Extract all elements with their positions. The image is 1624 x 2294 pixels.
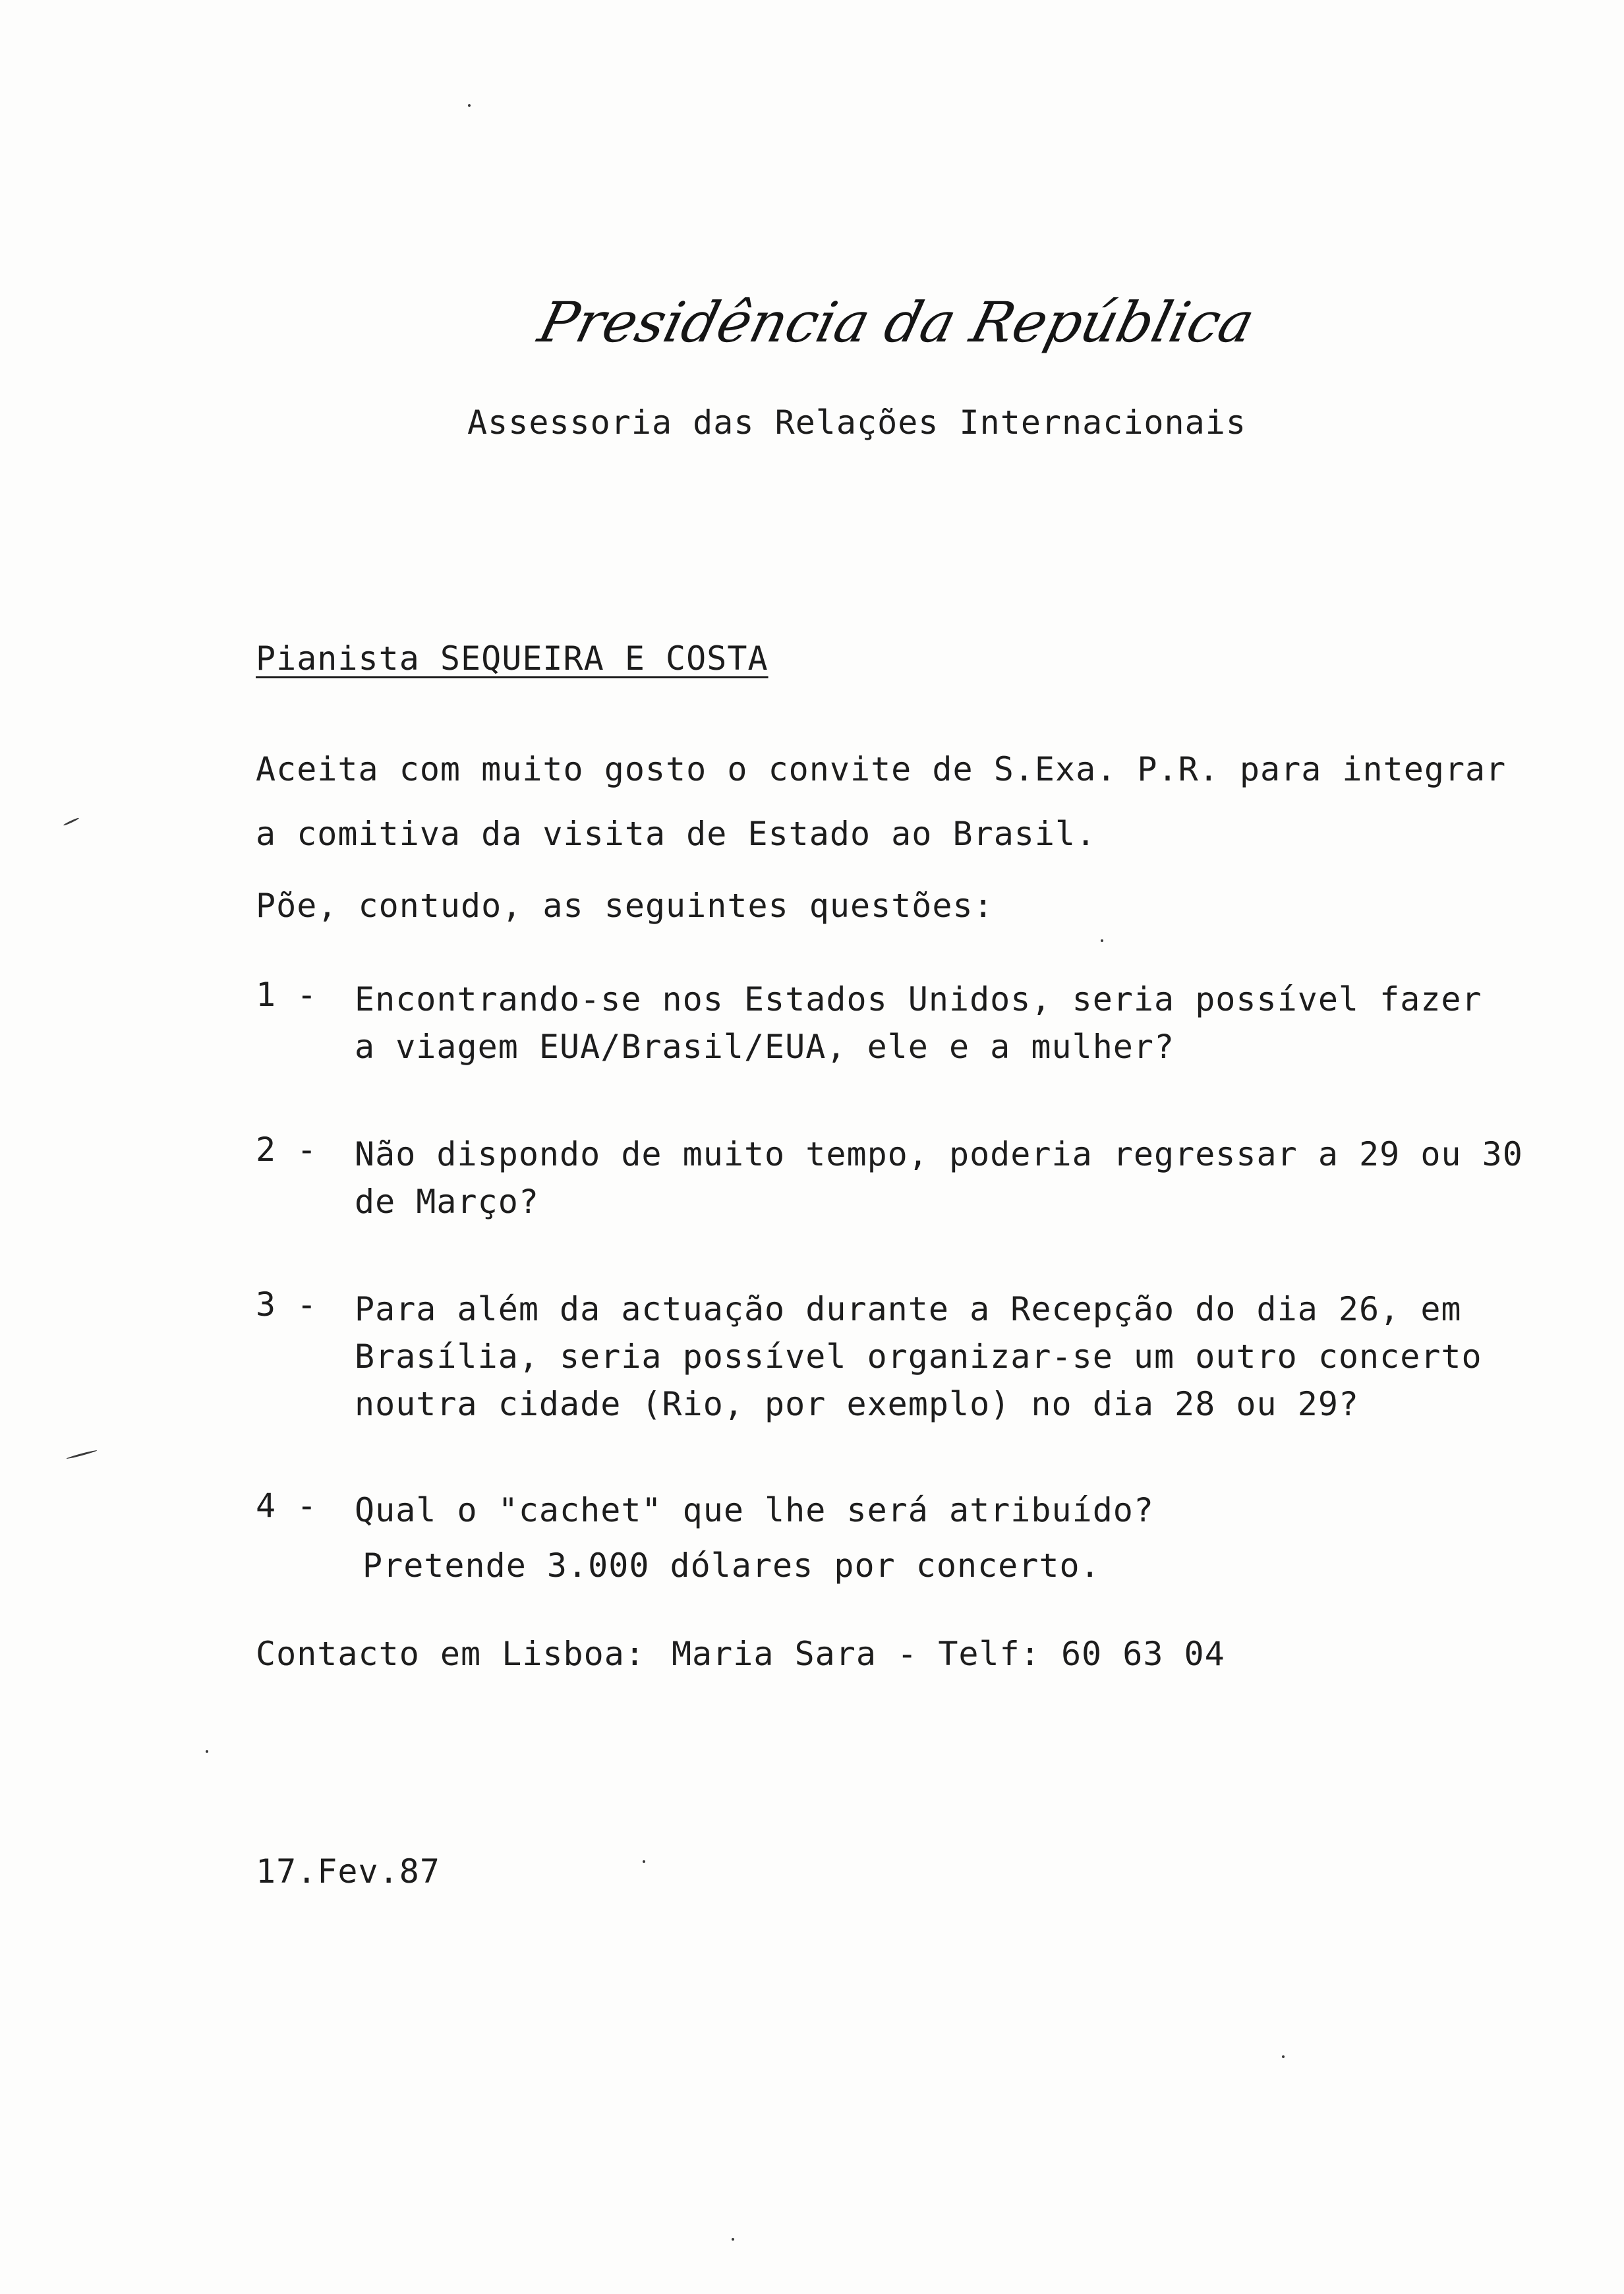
intro-line: a comitiva da visita de Estado ao Brasil. — [256, 815, 1097, 853]
contact-separator: - — [897, 1635, 918, 1673]
intro-line: Aceita com muito gosto o convite de S.Exa. P.R. para integrar — [256, 750, 1507, 788]
scan-mark — [643, 1860, 645, 1863]
letterhead-subtitle: Assessoria das Relações Internacionais — [467, 403, 1246, 442]
item-line: Encontrando-se nos Estados Unidos, seria possível fazer — [355, 980, 1482, 1018]
item-text — [355, 1131, 1523, 1225]
questions-intro: Põe, contudo, as seguintes questões: — [256, 887, 994, 925]
document-heading: Pianista SEQUEIRA E COSTA — [256, 639, 768, 678]
item-number: 1 - — [256, 976, 318, 1014]
scan-mark — [206, 1750, 208, 1753]
contact-name: Maria Sara — [671, 1635, 877, 1673]
scan-mark — [1101, 939, 1103, 942]
phone-label: Telf: — [938, 1635, 1041, 1673]
item-line: Qual o "cachet" que lhe será atribuído? — [355, 1491, 1154, 1529]
scan-mark — [1282, 2055, 1285, 2058]
scan-mark — [63, 817, 80, 827]
item-line: Brasília, seria possível organizar-se um outro concerto — [355, 1338, 1482, 1376]
item-number: 3 - — [256, 1285, 318, 1324]
item-line: noutra cidade (Rio, por exemplo) no dia 28 ou 29? — [355, 1385, 1360, 1423]
scan-mark — [468, 104, 471, 107]
item-text — [355, 1486, 1154, 1589]
item-line: de Março? — [355, 1183, 539, 1221]
intro-paragraph — [256, 737, 1506, 866]
item-text — [355, 1285, 1482, 1428]
scan-mark — [66, 1450, 97, 1459]
item-number: 2 - — [256, 1131, 318, 1169]
item-line: Não dispondo de muito tempo, poderia regressar a 29 ou 30 — [355, 1135, 1523, 1173]
phone-number: 60 63 04 — [1060, 1635, 1225, 1673]
item-line: Para além da actuação durante a Recepção do dia 26, em — [355, 1290, 1462, 1328]
item-note: Pretende 3.000 dólares por concerto. — [362, 1546, 1101, 1585]
contact-label: Contacto em Lisboa: — [256, 1635, 645, 1673]
letterhead-title: Presidência da República — [532, 290, 1261, 355]
item-number: 4 - — [256, 1486, 318, 1525]
document-date: 17.Fev.87 — [256, 1852, 440, 1891]
item-line: a viagem EUA/Brasil/EUA, ele e a mulher? — [355, 1028, 1175, 1066]
contact-line — [256, 1635, 1225, 1673]
item-text — [355, 976, 1482, 1071]
scan-mark — [732, 2238, 734, 2241]
